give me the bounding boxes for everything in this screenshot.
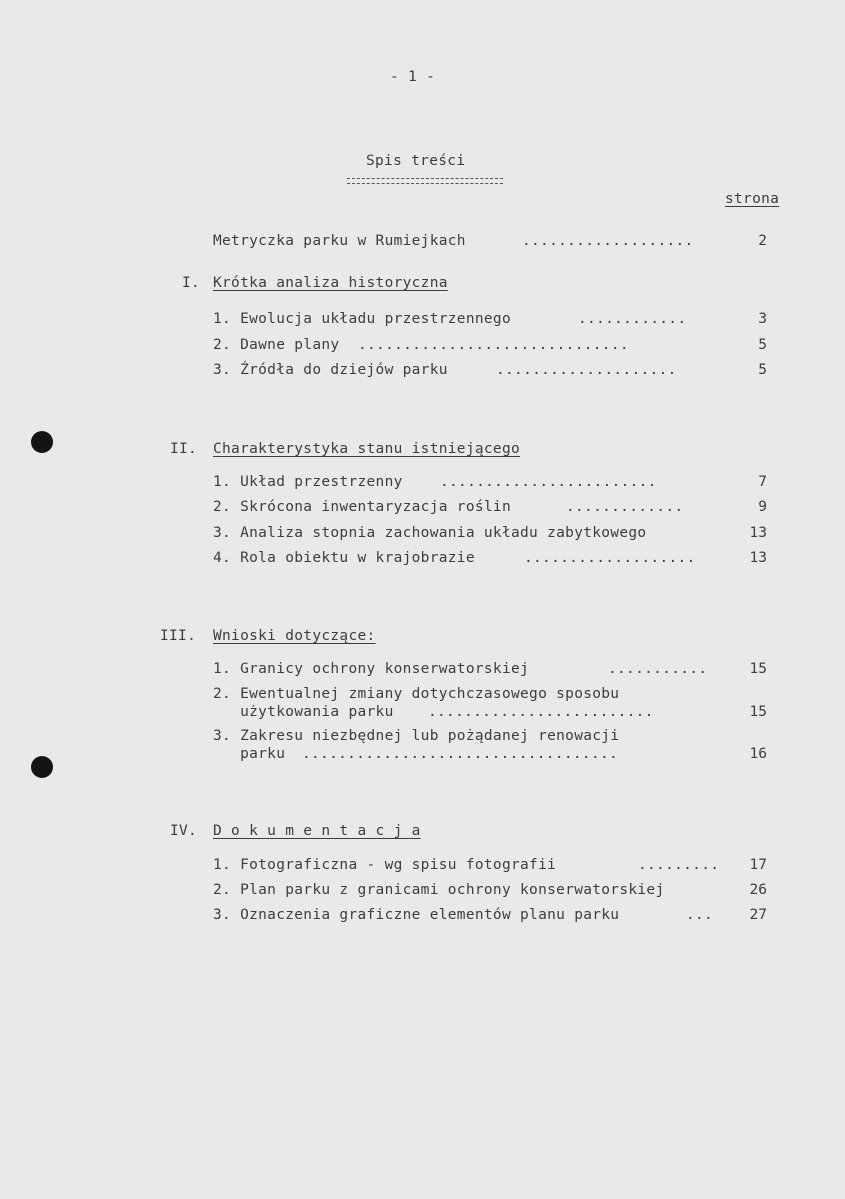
toc-entry[interactable]	[0, 524, 845, 542]
toc-entry-label: 2. Ewentualnej zmiany dotychczasowego sposobu	[213, 686, 620, 702]
toc-entry-page: 7	[758, 474, 767, 490]
leader-dots: ........................	[440, 474, 657, 490]
toc-title: Spis treści	[366, 153, 466, 169]
toc-entry[interactable]	[0, 310, 845, 328]
toc-entry[interactable]	[0, 881, 845, 899]
toc-entry[interactable]	[0, 549, 845, 567]
section-title-ii[interactable]: Charakterystyka stanu istniejącego	[213, 441, 521, 457]
leader-dots: .............	[566, 499, 684, 515]
toc-entry-label: 2. Plan parku z granicami ochrony konserwatorskiej	[213, 882, 665, 898]
column-header-strona: strona	[725, 191, 780, 207]
leader-dots: ..............................	[358, 337, 629, 353]
toc-entry[interactable]	[0, 660, 845, 678]
section-roman-iv: IV.	[170, 823, 198, 839]
section-title-iv[interactable]: D o k u m e n t a c j a	[213, 823, 421, 839]
leader-dots: .........	[638, 857, 720, 873]
toc-entry-page: 16	[749, 746, 767, 762]
toc-entry-label: 3. Zakresu niezbędnej lub pożądanej renowacji	[213, 728, 620, 744]
toc-entry[interactable]	[0, 685, 845, 721]
section-roman-ii: II.	[170, 441, 198, 457]
toc-entry-page: 9	[758, 499, 767, 515]
toc-entry-page: 5	[758, 362, 767, 378]
toc-entry-page: 2	[758, 233, 767, 249]
toc-entry[interactable]	[0, 361, 845, 379]
toc-entry-page: 26	[749, 882, 767, 898]
toc-entry-label-cont: użytkowania parku	[213, 704, 394, 720]
toc-entry[interactable]	[0, 498, 845, 516]
leader-dots: ...	[686, 907, 714, 923]
leader-dots: .........................	[428, 704, 654, 720]
toc-entry-page: 13	[749, 525, 767, 541]
toc-entry-label: 2. Skrócona inwentaryzacja roślin	[213, 499, 511, 515]
section-title-i[interactable]: Krótka analiza historyczna	[213, 275, 448, 291]
toc-entry-page: 15	[749, 661, 767, 677]
toc-entry-label: 1. Ewolucja układu przestrzennego	[213, 311, 511, 327]
punch-hole-bottom	[31, 756, 53, 778]
toc-entry-page: 5	[758, 337, 767, 353]
toc-entry-intro[interactable]	[0, 232, 845, 250]
section-roman-iii: III.	[160, 628, 197, 644]
toc-entry-label: 4. Rola obiektu w krajobrazie	[213, 550, 475, 566]
toc-entry-label: 3. Źródła do dziejów parku	[213, 362, 448, 378]
leader-dots: ...........	[608, 661, 708, 677]
toc-entry-page: 27	[749, 907, 767, 923]
section-roman-i: I.	[182, 275, 201, 291]
toc-entry-label: 1. Układ przestrzenny	[213, 474, 403, 490]
toc-entry[interactable]	[0, 727, 845, 763]
toc-entry-label-cont: parku	[213, 746, 286, 762]
toc-entry-page: 13	[749, 550, 767, 566]
toc-entry-label: 3. Oznaczenia graficzne elementów planu parku	[213, 907, 620, 923]
toc-entry-label: 3. Analiza stopnia zachowania układu zabytkowego	[213, 525, 647, 541]
leader-dots: ...................	[524, 550, 696, 566]
leader-dots: ...................	[522, 233, 694, 249]
toc-entry-label: 1. Fotograficzna - wg spisu fotografii	[213, 857, 557, 873]
toc-entry[interactable]	[0, 906, 845, 924]
leader-dots: ...................................	[302, 746, 619, 762]
leader-dots: ....................	[496, 362, 677, 378]
toc-entry-page: 15	[749, 704, 767, 720]
toc-entry[interactable]	[0, 473, 845, 491]
toc-entry-page: 3	[758, 311, 767, 327]
page-number: - 1 -	[390, 69, 436, 85]
toc-entry[interactable]	[0, 336, 845, 354]
toc-entry-label: 1. Granicy ochrony konserwatorskiej	[213, 661, 530, 677]
leader-dots: ............	[578, 311, 687, 327]
toc-entry[interactable]	[0, 856, 845, 874]
toc-entry-label: Metryczka parku w Rumiejkach	[213, 233, 466, 249]
section-title-iii[interactable]: Wnioski dotyczące:	[213, 628, 376, 644]
toc-entry-page: 17	[749, 857, 767, 873]
title-double-rule	[347, 178, 503, 184]
toc-entry-label: 2. Dawne plany	[213, 337, 340, 353]
punch-hole-top	[31, 431, 53, 453]
